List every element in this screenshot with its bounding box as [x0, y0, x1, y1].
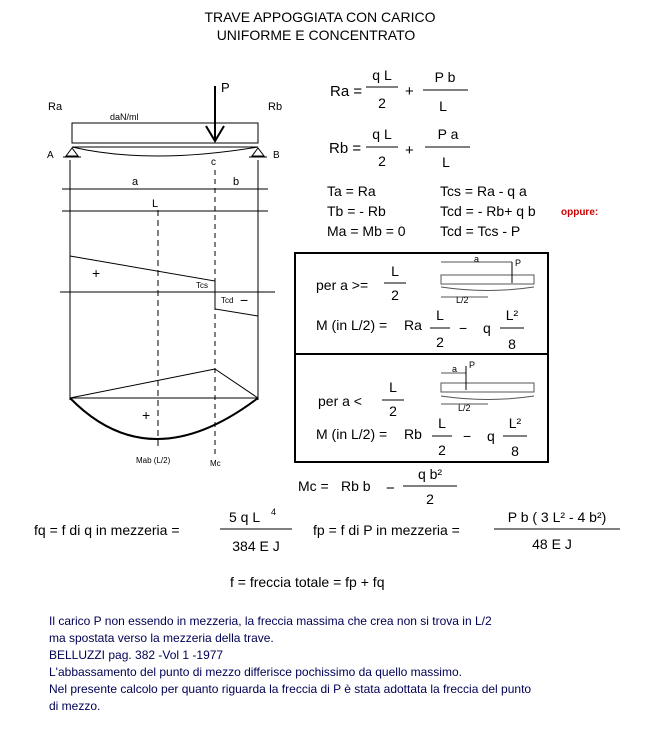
- box2-m-lhs: M (in L/2) =: [316, 426, 388, 442]
- fq-lhs: fq = f di q in mezzeria =: [34, 522, 180, 538]
- beam-deflected-shape: [72, 147, 258, 156]
- box2-icon-l2: L/2: [458, 403, 471, 413]
- moment-mab-label: Mab (L/2): [136, 456, 171, 465]
- shear-tcs-label: Tcs: [196, 281, 208, 290]
- box2-condition: per a <: [318, 393, 362, 409]
- box2-icon-p: P: [469, 360, 476, 370]
- box2-icon-beam: [441, 383, 534, 392]
- box1-icon-p: P: [515, 258, 522, 268]
- box1-icon-a: a: [474, 254, 480, 264]
- box1-condition: per a >=: [316, 277, 369, 293]
- notes: [49, 614, 531, 713]
- box1-L-num: L: [436, 307, 444, 323]
- distributed-load-block: [72, 123, 258, 143]
- rb-lhs: Rb =: [329, 140, 362, 157]
- load-unit-label: daN/ml: [110, 112, 139, 122]
- fp-lhs: fp = f di P in mezzeria =: [313, 522, 460, 538]
- mc-num: q b²: [417, 466, 443, 482]
- rb-num-pa: P a: [437, 126, 459, 142]
- moment-triangle-right: [215, 369, 258, 398]
- moment-mc-label: Mc: [210, 459, 221, 468]
- note-line-3: BELLUZZI pag. 382 -Vol 1 -1977: [49, 648, 224, 662]
- ra-num-ql: q L: [372, 67, 392, 83]
- mc-rbb: Rb b: [341, 478, 371, 494]
- note-line-4: L'abbassamento del punto di mezzo differisce pochissimo da quello massimo.: [49, 665, 462, 679]
- dimension-lines: [62, 160, 268, 455]
- shear-formulas: [327, 183, 598, 239]
- note-line-5: Nel presente calcolo per quanto riguarda la freccia di P è stata adottata la freccia del punto: [49, 682, 532, 696]
- shear-plus-sign: +: [92, 265, 101, 281]
- rb-den-2: 2: [378, 153, 386, 169]
- box1-2-den: 2: [436, 334, 444, 350]
- dim-L-label: L: [152, 198, 159, 210]
- dim-a-label: a: [132, 176, 139, 188]
- ra-den-2: 2: [378, 95, 386, 111]
- fq-num: 5 q L: [229, 509, 261, 525]
- box1-beam-icon: [441, 254, 534, 305]
- support-a-triangle: [66, 148, 78, 156]
- condition-box-2: [316, 360, 534, 459]
- shear-tcd-label: Tcd: [221, 296, 234, 305]
- box2-2: 2: [389, 403, 397, 419]
- moment-plus-sign: +: [142, 407, 151, 423]
- condition-box-1: [316, 254, 534, 352]
- fp-num: P b ( 3 L² - 4 b²): [507, 509, 607, 525]
- box1-m-lhs: M (in L/2) =: [316, 317, 388, 333]
- fp-den: 48 E J: [532, 536, 572, 552]
- mc-formula: [298, 466, 457, 507]
- title-line-2: UNIFORME E CONCENTRATO: [216, 27, 416, 43]
- moment-parabola: [70, 398, 258, 439]
- title-line-1: TRAVE APPOGGIATA CON CARICO: [204, 9, 436, 25]
- formula-tb: Tb = - Rb: [327, 203, 386, 219]
- rb-num-ql: q L: [372, 126, 392, 142]
- total-deflection: f = freccia totale = fp + fq: [230, 574, 385, 590]
- rb-den-L: L: [442, 154, 450, 170]
- box2-icon-deflection: [441, 396, 534, 400]
- formula-tcd-alt: Tcd = Tcs - P: [440, 223, 521, 239]
- note-line-6: di mezzo.: [49, 699, 101, 713]
- formula-tcd: Tcd = - Rb+ q b: [440, 203, 536, 219]
- box1-L2-num: L²: [505, 307, 519, 323]
- dim-b-label: b: [233, 176, 240, 188]
- box2-beam-icon: [441, 360, 534, 413]
- mc-den: 2: [426, 491, 434, 507]
- node-a-label: A: [47, 150, 54, 161]
- node-b-label: B: [273, 150, 280, 161]
- fq-exp: 4: [271, 507, 277, 517]
- box1-icon-l2: L/2: [456, 295, 469, 305]
- reaction-rb-label: Rb: [268, 101, 283, 113]
- box2-rb: Rb: [404, 426, 422, 442]
- box2-minus: −: [463, 428, 472, 444]
- formula-ma: Ma = Mb = 0: [327, 223, 406, 239]
- ra-den-L: L: [439, 98, 447, 114]
- box1-icon-beam: [441, 275, 534, 284]
- mc-minus: −: [386, 480, 395, 497]
- ra-num-pb: P b: [434, 69, 456, 85]
- box2-L: L: [389, 379, 397, 395]
- shear-minus-sign: −: [240, 292, 249, 308]
- shear-diagram: [60, 256, 275, 316]
- box2-L-num: L: [438, 415, 446, 431]
- rb-plus: +: [405, 142, 414, 159]
- box1-ra: Ra: [404, 317, 422, 333]
- ra-lhs: Ra =: [330, 83, 363, 100]
- node-c-label: c: [211, 157, 216, 168]
- reaction-formulas: [329, 67, 470, 170]
- ra-plus: +: [405, 83, 414, 100]
- box1-8: 8: [508, 336, 516, 352]
- box1-icon-deflection: [441, 287, 534, 291]
- box1-minus: −: [459, 320, 468, 336]
- oppure-label: oppure:: [561, 207, 599, 218]
- beam-scheme: [47, 80, 282, 168]
- formula-tcs: Tcs = Ra - q a: [440, 183, 527, 199]
- note-line-2: ma spostata verso la mezzeria della trave.: [49, 631, 274, 645]
- box1-L: L: [391, 263, 399, 279]
- mc-lhs: Mc =: [298, 478, 329, 494]
- box1-q: q: [483, 320, 491, 336]
- note-line-1: Il carico P non essendo in mezzeria, la freccia massima che crea non si trova in L/2: [49, 614, 492, 628]
- fq-den: 384 E J: [232, 538, 280, 554]
- box2-2-den: 2: [438, 442, 446, 458]
- moment-triangle-left: [70, 369, 215, 398]
- box2-icon-a: a: [452, 364, 458, 374]
- point-load-label: P: [221, 80, 230, 95]
- box2-L2-num: L²: [508, 415, 522, 431]
- support-b-triangle: [252, 148, 264, 156]
- box2-8: 8: [511, 443, 519, 459]
- deflection-formulas: [34, 507, 620, 590]
- box2-q: q: [487, 428, 495, 444]
- moment-diagram: [70, 369, 258, 468]
- box1-2: 2: [391, 287, 399, 303]
- reaction-ra-label: Ra: [48, 101, 63, 113]
- formula-ta: Ta = Ra: [327, 183, 376, 199]
